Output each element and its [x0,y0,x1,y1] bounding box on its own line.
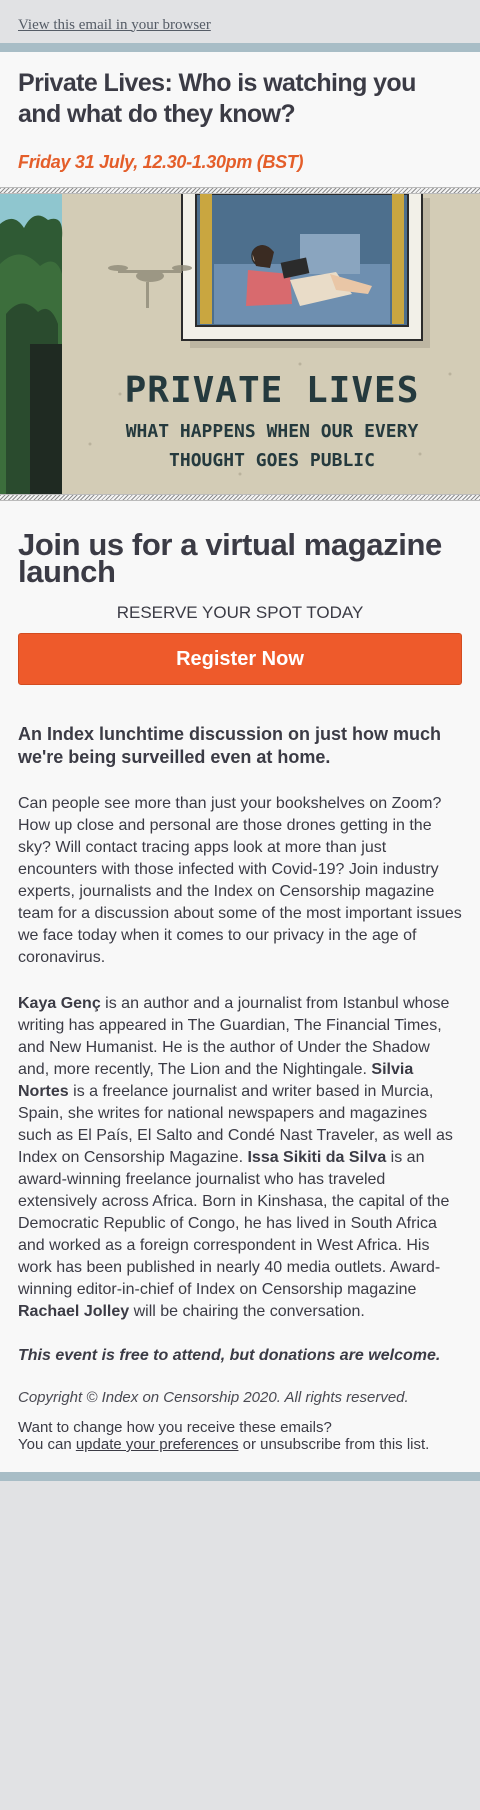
event-date: Friday 31 July, 12.30-1.30pm (BST) [18,152,304,172]
bio-text-rachael: will be chairing the conversation. [129,1303,365,1320]
hero-subtitle-line1: WHAT HAPPENS WHEN OUR EVERY [125,421,419,442]
reserve-text: RESERVE YOUR SPOT TODAY [116,603,364,622]
bio-text-kaya: is an author and a journalist from Istanbul whose writing has appeared in The Guardian, The Financial Times, and New Humanist. He is the author of Under the Shadow and, more recently, The Lion and the Nightingale. [18,995,450,1078]
bio-text-issa: is an award-winning freelance journalist who has traveled extensively across Africa. Born in Kinshasa, the capital of the Democratic Republic of Congo, he has lived in South Africa and worked as a foreign correspondent in West Africa. His work has been published in nearly 40 media outlets. Award-winning editor-in-chief of Index on Censorship magazine [18,1149,450,1298]
speaker-bios-paragraph [18,993,462,1323]
hero-subtitle-line2: THOUGHT GOES PUBLIC [169,450,375,471]
top-accent-bar [0,43,480,52]
preheader [0,0,480,43]
discussion-subhead: An Index lunchtime discussion on just how much we're being surveilled even at home. [18,724,442,767]
email-body [0,52,480,1472]
bottom-accent-bar [0,1472,480,1481]
free-event-note: This event is free to attend, but donations are welcome. [18,1347,441,1364]
content-section [0,501,480,1472]
hatch-divider-top [0,187,480,194]
intro-paragraph: Can people see more than just your bookshelves on Zoom? How up close and personal are those drones getting in the sky? Will contact tracing apps look at more than just encounters with those infected with Covid-19? Join industry experts, journalists and the Index on Censorship magazine team for a discussion about some of the most important issues we face today when it comes to our privacy in the age of coronavirus. [18,795,462,966]
cta-heading: Join us for a virtual magazine launch [18,527,442,589]
hero-illustration [0,194,480,494]
register-now-button[interactable]: Register Now [18,633,462,685]
speaker-name-issa: Issa Sikiti da Silva [247,1149,387,1166]
view-in-browser-link[interactable]: View this email in your browser [18,16,211,33]
preferences-text [18,1419,462,1472]
email-header [0,52,480,187]
speaker-name-rachael: Rachael Jolley [18,1303,130,1320]
preferences-suffix: or unsubscribe from this list. [238,1436,430,1453]
preferences-question: Want to change how you receive these emails? [18,1419,332,1436]
update-preferences-link[interactable]: update your preferences [75,1436,239,1453]
speaker-name-kaya: Kaya Genç [18,995,101,1012]
hero-title-text: PRIVATE LIVES [124,370,420,411]
hatch-divider-bottom [0,494,480,501]
email-title: Private Lives: Who is watching you and what do they know? [18,69,416,128]
bio-text-silvia: is a freelance journalist and writer based in Murcia, Spain, she writes for national newspapers and magazines such as El País, El Salto and Condé Nast Traveler, as well as Index on Censorship Magazine. [18,1083,453,1166]
preferences-prefix: You can [18,1436,76,1453]
speaker-name-silvia: Silvia Nortes [18,1061,414,1100]
copyright-text: Copyright © Index on Censorship 2020. All rights reserved. [18,1389,409,1406]
preferences-line [18,1436,462,1453]
